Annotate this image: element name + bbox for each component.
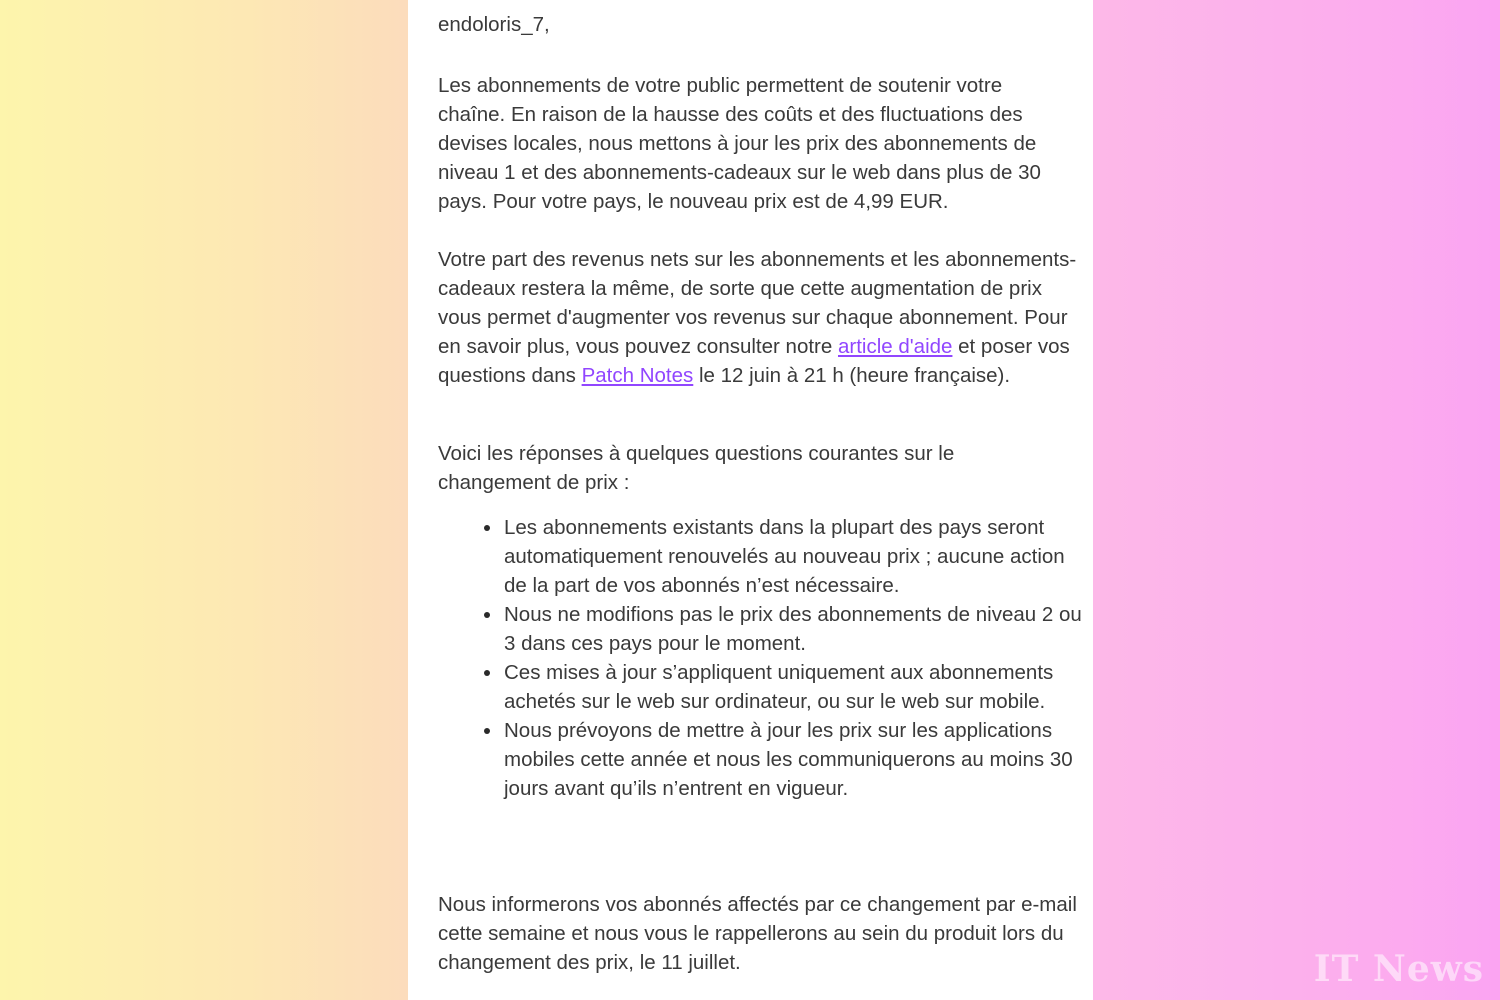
paragraph-text-after: le 12 juin à 21 h (heure française).: [693, 364, 1011, 387]
faq-list-item: [504, 716, 1084, 803]
email-greeting: endoloris_7,: [438, 13, 550, 36]
email-paragraph-faq-intro: Voici les réponses à quelques questions courantes sur le changement de prix :: [438, 442, 955, 494]
help-article-link[interactable]: article d'aide: [837, 335, 953, 358]
paragraph-text-before: Votre part des revenus nets sur les abonnements et les abonnements-cadeaux restera la même, de sorte que cette augmentation de prix vous permet d'augmenter vos revenus sur chaque abonnement. Pour en savoir plus, vous pouvez consulter notre: [438, 248, 1077, 358]
bullet-icon: [484, 612, 490, 618]
faq-item-text: Les abonnements existants dans la plupart des pays seront automatiquement renouvelés au nouveau prix ; aucune action de la part de vos abonnés n’est nécessaire.: [504, 516, 1065, 597]
background-right-panel: [1093, 0, 1500, 1000]
faq-list-item: [504, 658, 1084, 716]
patch-notes-link[interactable]: Patch Notes: [581, 364, 694, 387]
paragraph-text-middle: et poser vos questions dans: [438, 335, 1070, 387]
faq-list: [504, 513, 1084, 803]
email-paragraph-revenue: [438, 245, 1078, 390]
email-body-panel: [408, 0, 1093, 1000]
faq-item-text: Nous ne modifions pas le prix des abonnements de niveau 2 ou 3 dans ces pays pour le moment.: [504, 603, 1082, 655]
bullet-icon: [484, 728, 490, 734]
it-news-watermark-logo: IT News: [1313, 948, 1484, 990]
bullet-icon: [484, 525, 490, 531]
faq-item-text: Nous prévoyons de mettre à jour les prix sur les applications mobiles cette année et nous les communiquerons au moins 30 jours avant qu’ils n’entrent en vigueur.: [504, 719, 1073, 800]
email-paragraph-notification: Nous informerons vos abonnés affectés par ce changement par e-mail cette semaine et nous vous le rappellerons au sein du produit lors du changement des prix, le 11 juillet.: [438, 893, 1077, 974]
faq-item-text: Ces mises à jour s’appliquent uniquement aux abonnements achetés sur le web sur ordinateur, ou sur le web sur mobile.: [504, 661, 1054, 713]
background-left-panel: [0, 0, 408, 1000]
email-paragraph-price-update: Les abonnements de votre public permettent de soutenir votre chaîne. En raison de la hausse des coûts et des fluctuations des devises locales, nous mettons à jour les prix des abonnements de niveau 1 et des abonnements-cadeaux sur le web dans plus de 30 pays. Pour votre pays, le nouveau prix est de 4,99 EUR.: [438, 74, 1041, 213]
faq-list-item: [504, 600, 1084, 658]
bullet-icon: [484, 670, 490, 676]
faq-list-item: [504, 513, 1084, 600]
